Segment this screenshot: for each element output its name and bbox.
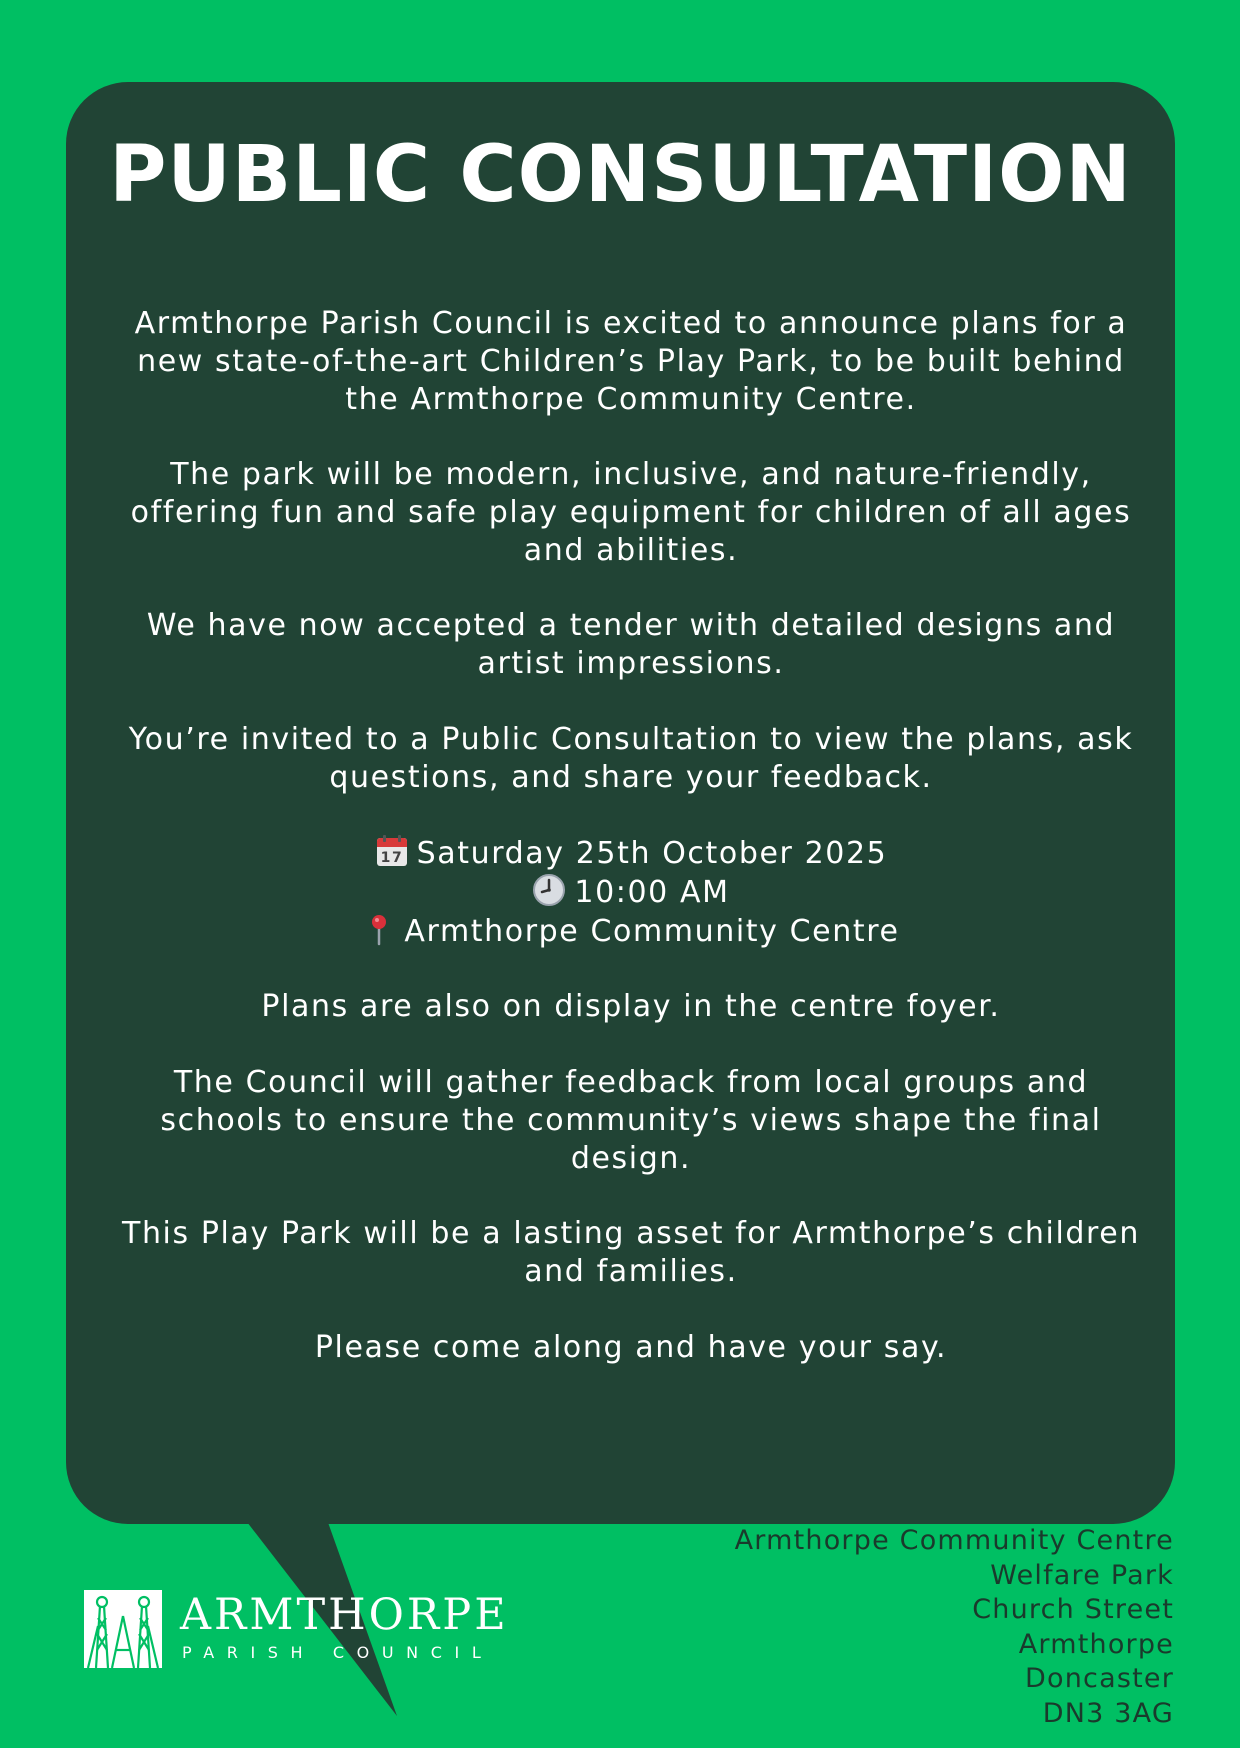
call-to-action: Please come along and have your say. [314, 1329, 948, 1365]
logo-name: ARMTHORPE [180, 1590, 509, 1640]
parish-council-logo [84, 1590, 509, 1670]
event-date [116, 834, 1146, 873]
announcement-body [116, 305, 1146, 1404]
event-time [116, 873, 1146, 912]
park-description-paragraph: The park will be modern, inclusive, and nature-friendly, offering fun and safe play equipment for children of all ages and abilities. [130, 457, 1132, 568]
tender-paragraph: We have now accepted a tender with detailed designs and artist impressions. [146, 608, 1116, 682]
invitation-paragraph: You’re invited to a Public Consultation to view the plans, ask questions, and share your feedback. [128, 721, 1134, 795]
venue-address [574, 1524, 1174, 1732]
display-paragraph: Plans are also on display in the centre foyer. [261, 989, 1001, 1025]
address-line: Armthorpe Community Centre [734, 1525, 1174, 1556]
event-details [116, 834, 1146, 950]
calendar-icon [375, 834, 409, 868]
pin-icon [362, 912, 396, 946]
event-time-text: 10:00 AM [574, 874, 730, 910]
address-line: Church Street [972, 1594, 1174, 1626]
intro-paragraph: Armthorpe Parish Council is excited to announce plans for a new state-of-the-art Children’s Play Park, to be built behind the Armthorpe Community Centre. [134, 306, 1128, 417]
event-location [116, 912, 1146, 951]
address-line: Armthorpe [1018, 1628, 1174, 1660]
event-location-text: Armthorpe Community Centre [404, 913, 900, 949]
svg-text:17: 17 [380, 850, 403, 867]
address-line: DN3 3AG [1042, 1697, 1174, 1729]
logo-subtitle: PARISH COUNCIL [182, 1643, 494, 1662]
feedback-paragraph: The Council will gather feedback from local groups and schools to ensure the community’s views shape the final design. [160, 1064, 1102, 1176]
address-line: Welfare Park [990, 1559, 1174, 1591]
event-date-text: Saturday 25th October 2025 [416, 836, 888, 872]
pithead-icon [84, 1590, 162, 1668]
address-line: Doncaster [1025, 1663, 1174, 1695]
clock-icon [532, 873, 566, 907]
page-title: PUBLIC CONSULTATION [109, 130, 1132, 220]
asset-paragraph: This Play Park will be a lasting asset for Armthorpe’s children and families. [122, 1216, 1140, 1289]
